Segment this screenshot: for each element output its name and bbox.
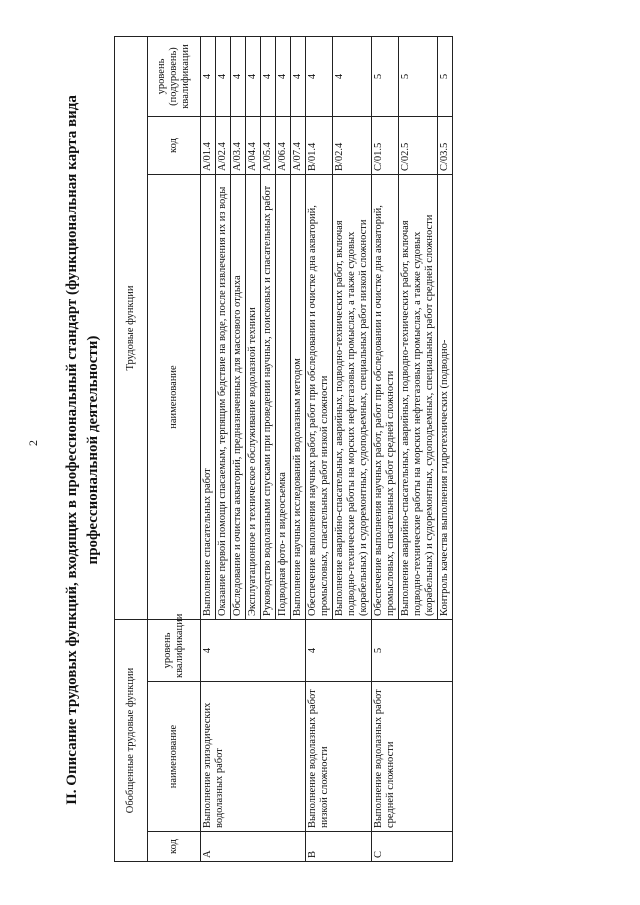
function-level: 4	[216, 36, 231, 116]
group-level: 4	[201, 620, 306, 682]
function-code: A/04.4	[246, 117, 261, 175]
header-generalized: Обобщенные трудовые функции	[115, 620, 148, 862]
group-level: 4	[306, 620, 372, 682]
group-name: Выполнение водолазных работ средней сложности	[372, 682, 453, 832]
function-level: 4	[246, 36, 261, 116]
header-name: наименование	[148, 682, 201, 832]
function-code: C/01.5	[372, 117, 399, 175]
function-name: Обеспечение выполнения научных работ, работ при обследовании и очистке дна акваторий, промысловых, спасательных работ средней сложности	[372, 175, 399, 620]
function-code: B/01.4	[306, 117, 333, 175]
function-code: A/07.4	[291, 117, 306, 175]
function-code: A/06.4	[276, 117, 291, 175]
function-code: C/03.5	[438, 117, 453, 175]
function-name: Выполнение аварийно-спасательных, аварийных, подводно-технических работ, включая подводно-технические работы на морских нефтегазовых промыслах, а также судовых (корабельных) и судоремонтных, судоподъемных, специальных работ средней сложности	[399, 175, 438, 620]
function-level: 5	[372, 36, 399, 116]
function-name: Подводная фото- и видеосъемка	[276, 175, 291, 620]
table-row	[372, 36, 399, 861]
functional-map-table	[114, 36, 453, 862]
function-name: Обследование и очистка акваторий, предназначенных для массового отдыха	[231, 175, 246, 620]
function-name: Руководство водолазными спусками при проведении научных, поисковых и спасательных работ	[261, 175, 276, 620]
table-row	[201, 36, 216, 861]
function-code: C/02.5	[399, 117, 438, 175]
function-name: Выполнение научных исследований водолазным методом	[291, 175, 306, 620]
function-level: 4	[231, 36, 246, 116]
table-row	[306, 36, 333, 861]
function-name: Выполнение спасательных работ	[201, 175, 216, 620]
function-code: A/03.4	[231, 117, 246, 175]
function-name: Обеспечение выполнения научных работ, работ при обследовании и очистке дна акваторий, промысловых, спасательных работ низкой сложности	[306, 175, 333, 620]
header-level: уровень квалификации	[148, 620, 201, 682]
function-level: 4	[333, 36, 372, 116]
page-number: 2	[26, 440, 40, 446]
function-level: 4	[201, 36, 216, 116]
header-function-code: код	[148, 117, 201, 175]
header-function-name: наименование	[148, 175, 201, 620]
group-code: A	[201, 832, 306, 862]
header-labor: Трудовые функции	[115, 36, 148, 619]
section-heading-line-1: II. Описание трудовых функций, входящих в профессиональный стандарт (функциональная карта вида	[64, 95, 80, 805]
function-code: B/02.4	[333, 117, 372, 175]
group-name: Выполнение эпизодических водолазных работ	[201, 682, 306, 832]
function-level: 4	[261, 36, 276, 116]
function-name: Оказание первой помощи спасаемым, терпящим бедствие на воде, после извлечения их из воды	[216, 175, 231, 620]
function-code: A/05.4	[261, 117, 276, 175]
function-name: Выполнение аварийно-спасательных, аварийных, подводно-технических работ, включая подводно-технические работы на морских нефтегазовых промыслах, а также судовых (корабельных) и судоремонтных, судоподъемных, специальных работ низкой сложности	[333, 175, 372, 620]
section-heading-line-2: профессиональной деятельности)	[85, 335, 101, 565]
group-level: 5	[372, 620, 453, 682]
rotated-page	[0, 10, 640, 890]
header-code: код	[148, 832, 201, 862]
header-function-level: уровень (подуровень) квалификации	[148, 36, 201, 116]
function-name: Контроль качества выполнения гидротехнических (подводно-	[438, 175, 453, 620]
header-row-2	[148, 36, 201, 861]
function-level: 4	[306, 36, 333, 116]
function-code: A/01.4	[201, 117, 216, 175]
group-name: Выполнение водолазных работ низкой сложности	[306, 682, 372, 832]
function-name: Эксплуатационное и техническое обслуживание водолазной техники	[246, 175, 261, 620]
group-code: B	[306, 832, 372, 862]
function-level: 5	[438, 36, 453, 116]
function-level: 4	[291, 36, 306, 116]
group-code: C	[372, 832, 453, 862]
function-code: A/02.4	[216, 117, 231, 175]
function-level: 4	[276, 36, 291, 116]
function-level: 5	[399, 36, 438, 116]
header-row-1	[115, 36, 148, 861]
